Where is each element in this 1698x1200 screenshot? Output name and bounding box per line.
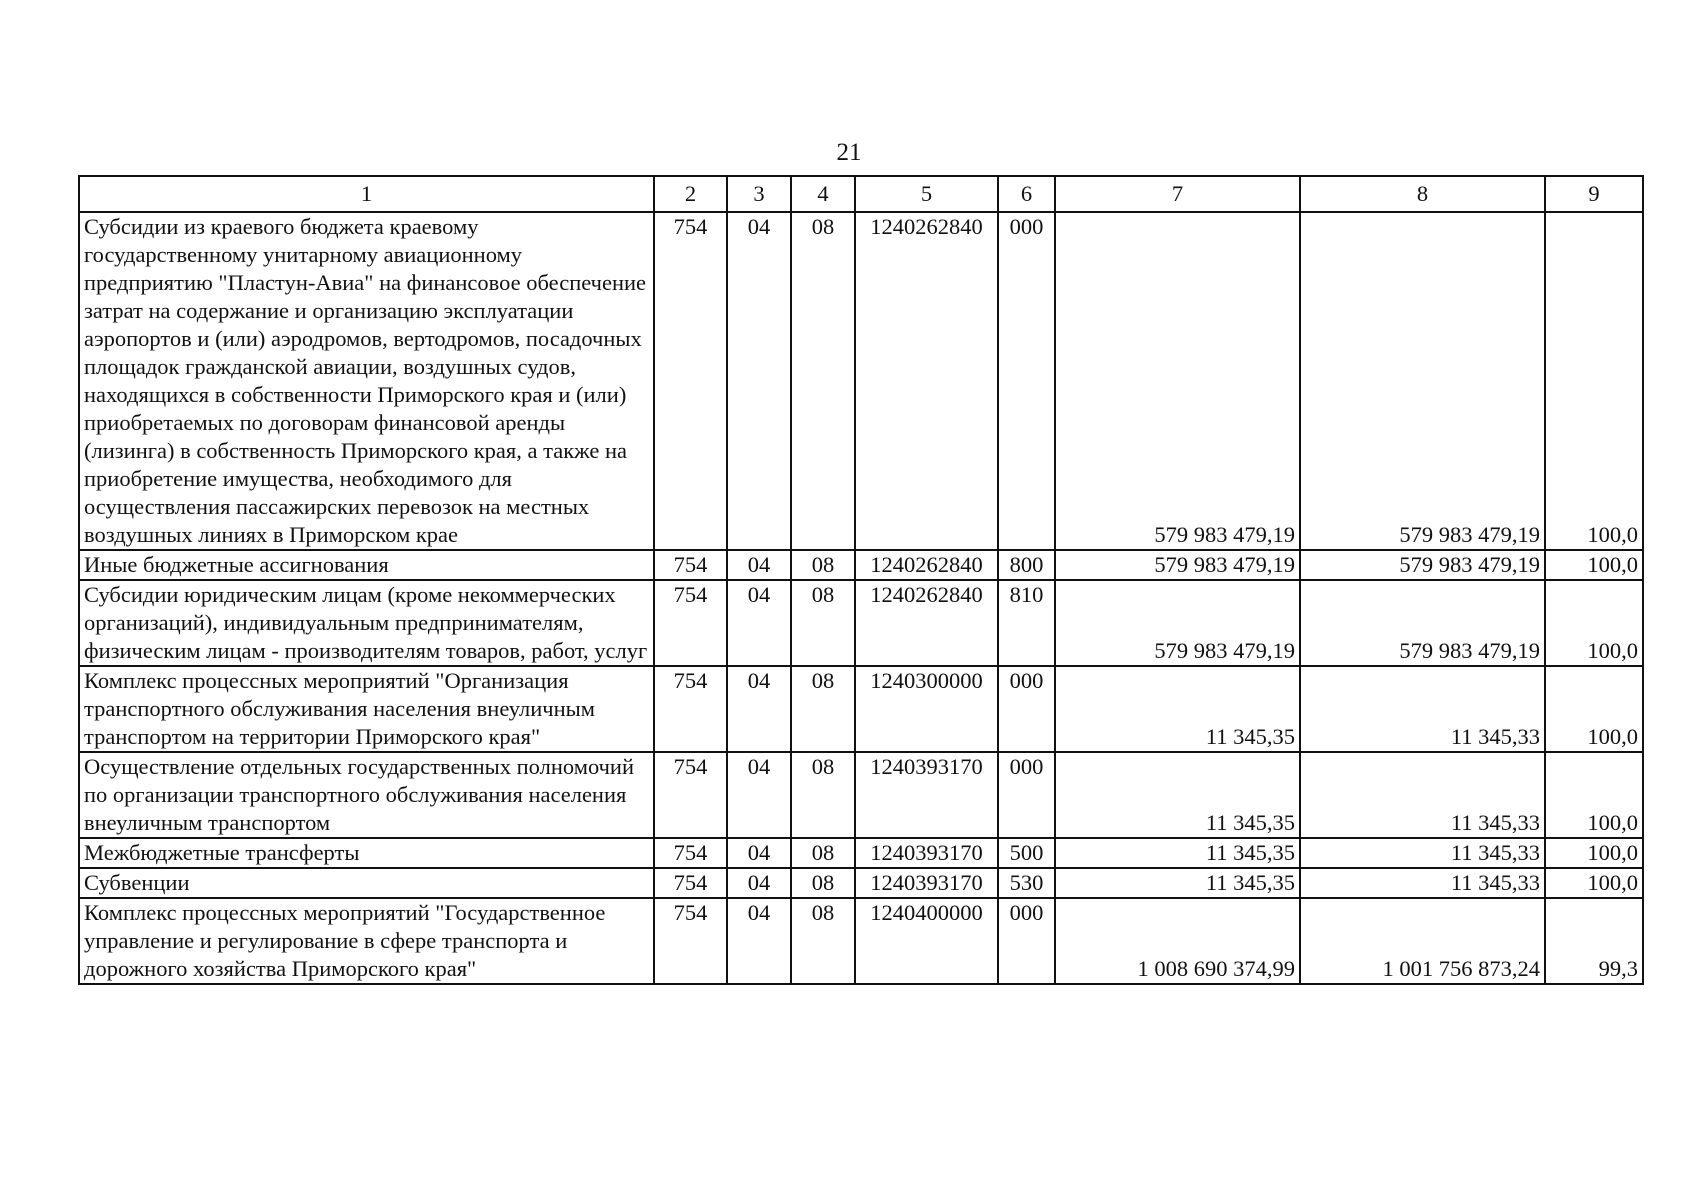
target-article-code: 1240262840	[855, 212, 998, 550]
ministry-code: 754	[654, 212, 727, 550]
section-code: 04	[727, 212, 791, 550]
executed-amount: 1 001 756 873,24	[1300, 898, 1545, 984]
column-header: 3	[727, 176, 791, 212]
expense-type-code: 000	[998, 898, 1055, 984]
section-code: 04	[727, 550, 791, 580]
subsection-code: 08	[791, 898, 855, 984]
section-code: 04	[727, 666, 791, 752]
table-row	[79, 898, 1643, 984]
column-header: 5	[855, 176, 998, 212]
column-header: 1	[79, 176, 654, 212]
expense-type-code: 000	[998, 752, 1055, 838]
table-row	[79, 666, 1643, 752]
executed-amount: 579 983 479,19	[1300, 212, 1545, 550]
execution-percent: 100,0	[1545, 666, 1643, 752]
ministry-code: 754	[654, 550, 727, 580]
execution-percent: 99,3	[1545, 898, 1643, 984]
planned-amount: 11 345,35	[1055, 666, 1300, 752]
executed-amount: 11 345,33	[1300, 868, 1545, 898]
executed-amount: 579 983 479,19	[1300, 580, 1545, 666]
column-header: 4	[791, 176, 855, 212]
item-name: Иные бюджетные ассигнования	[79, 550, 654, 580]
target-article-code: 1240262840	[855, 580, 998, 666]
execution-percent: 100,0	[1545, 550, 1643, 580]
section-code: 04	[727, 898, 791, 984]
table-row	[79, 550, 1643, 580]
execution-percent: 100,0	[1545, 752, 1643, 838]
executed-amount: 579 983 479,19	[1300, 550, 1545, 580]
page-number: 21	[836, 139, 862, 166]
subsection-code: 08	[791, 212, 855, 550]
subsection-code: 08	[791, 666, 855, 752]
ministry-code: 754	[654, 580, 727, 666]
item-name: Комплекс процессных мероприятий "Организация транспортного обслуживания населения внеуличным транспортом на территории Приморского края"	[79, 666, 654, 752]
subsection-code: 08	[791, 868, 855, 898]
target-article-code: 1240393170	[855, 752, 998, 838]
item-name: Межбюджетные трансферты	[79, 838, 654, 868]
table-row	[79, 838, 1643, 868]
executed-amount: 11 345,33	[1300, 752, 1545, 838]
column-header: 2	[654, 176, 727, 212]
planned-amount: 11 345,35	[1055, 868, 1300, 898]
planned-amount: 579 983 479,19	[1055, 550, 1300, 580]
item-name: Субвенции	[79, 868, 654, 898]
expense-type-code: 530	[998, 868, 1055, 898]
subsection-code: 08	[791, 752, 855, 838]
item-name: Субсидии юридическим лицам (кроме некоммерческих организаций), индивидуальным предпринимателям, физическим лицам - производителям товаров, работ, услуг	[79, 580, 654, 666]
expense-type-code: 500	[998, 838, 1055, 868]
ministry-code: 754	[654, 898, 727, 984]
planned-amount: 11 345,35	[1055, 752, 1300, 838]
target-article-code: 1240300000	[855, 666, 998, 752]
expense-type-code: 000	[998, 212, 1055, 550]
expense-type-code: 000	[998, 666, 1055, 752]
planned-amount: 579 983 479,19	[1055, 212, 1300, 550]
execution-percent: 100,0	[1545, 212, 1643, 550]
column-header: 8	[1300, 176, 1545, 212]
execution-percent: 100,0	[1545, 580, 1643, 666]
section-code: 04	[727, 752, 791, 838]
execution-percent: 100,0	[1545, 838, 1643, 868]
planned-amount: 1 008 690 374,99	[1055, 898, 1300, 984]
executed-amount: 11 345,33	[1300, 838, 1545, 868]
column-header: 6	[998, 176, 1055, 212]
column-header: 9	[1545, 176, 1643, 212]
planned-amount: 579 983 479,19	[1055, 580, 1300, 666]
column-header: 7	[1055, 176, 1300, 212]
item-name: Осуществление отдельных государственных полномочий по организации транспортного обслуживания населения внеуличным транспортом	[79, 752, 654, 838]
target-article-code: 1240393170	[855, 838, 998, 868]
expense-type-code: 800	[998, 550, 1055, 580]
item-name: Комплекс процессных мероприятий "Государственное управление и регулирование в сфере транспорта и дорожного хозяйства Приморского края"	[79, 898, 654, 984]
subsection-code: 08	[791, 580, 855, 666]
planned-amount: 11 345,35	[1055, 838, 1300, 868]
execution-percent: 100,0	[1545, 868, 1643, 898]
table-row	[79, 212, 1643, 550]
executed-amount: 11 345,33	[1300, 666, 1545, 752]
section-code: 04	[727, 868, 791, 898]
ministry-code: 754	[654, 838, 727, 868]
item-name: Субсидии из краевого бюджета краевому государственному унитарному авиационному предприятию "Пластун-Авиа" на финансовое обеспечение затрат на содержание и организацию эксплуатации аэропортов и (или) аэродромов, вертодромов, посадочных площадок гражданской авиации, воздушных судов, находящихся в собственности Приморского края и (или) приобретаемых по договорам финансовой аренды (лизинга) в собственность Приморского края, а также на приобретение имущества, необходимого для осуществления пассажирских перевозок на местных воздушных линиях в Приморском крае	[79, 212, 654, 550]
section-code: 04	[727, 838, 791, 868]
expense-type-code: 810	[998, 580, 1055, 666]
table-row	[79, 580, 1643, 666]
subsection-code: 08	[791, 838, 855, 868]
table-header-row	[79, 176, 1643, 212]
section-code: 04	[727, 580, 791, 666]
target-article-code: 1240393170	[855, 868, 998, 898]
table-row	[79, 868, 1643, 898]
target-article-code: 1240400000	[855, 898, 998, 984]
table-row	[79, 752, 1643, 838]
target-article-code: 1240262840	[855, 550, 998, 580]
ministry-code: 754	[654, 868, 727, 898]
ministry-code: 754	[654, 752, 727, 838]
budget-table	[78, 175, 1644, 985]
subsection-code: 08	[791, 550, 855, 580]
ministry-code: 754	[654, 666, 727, 752]
